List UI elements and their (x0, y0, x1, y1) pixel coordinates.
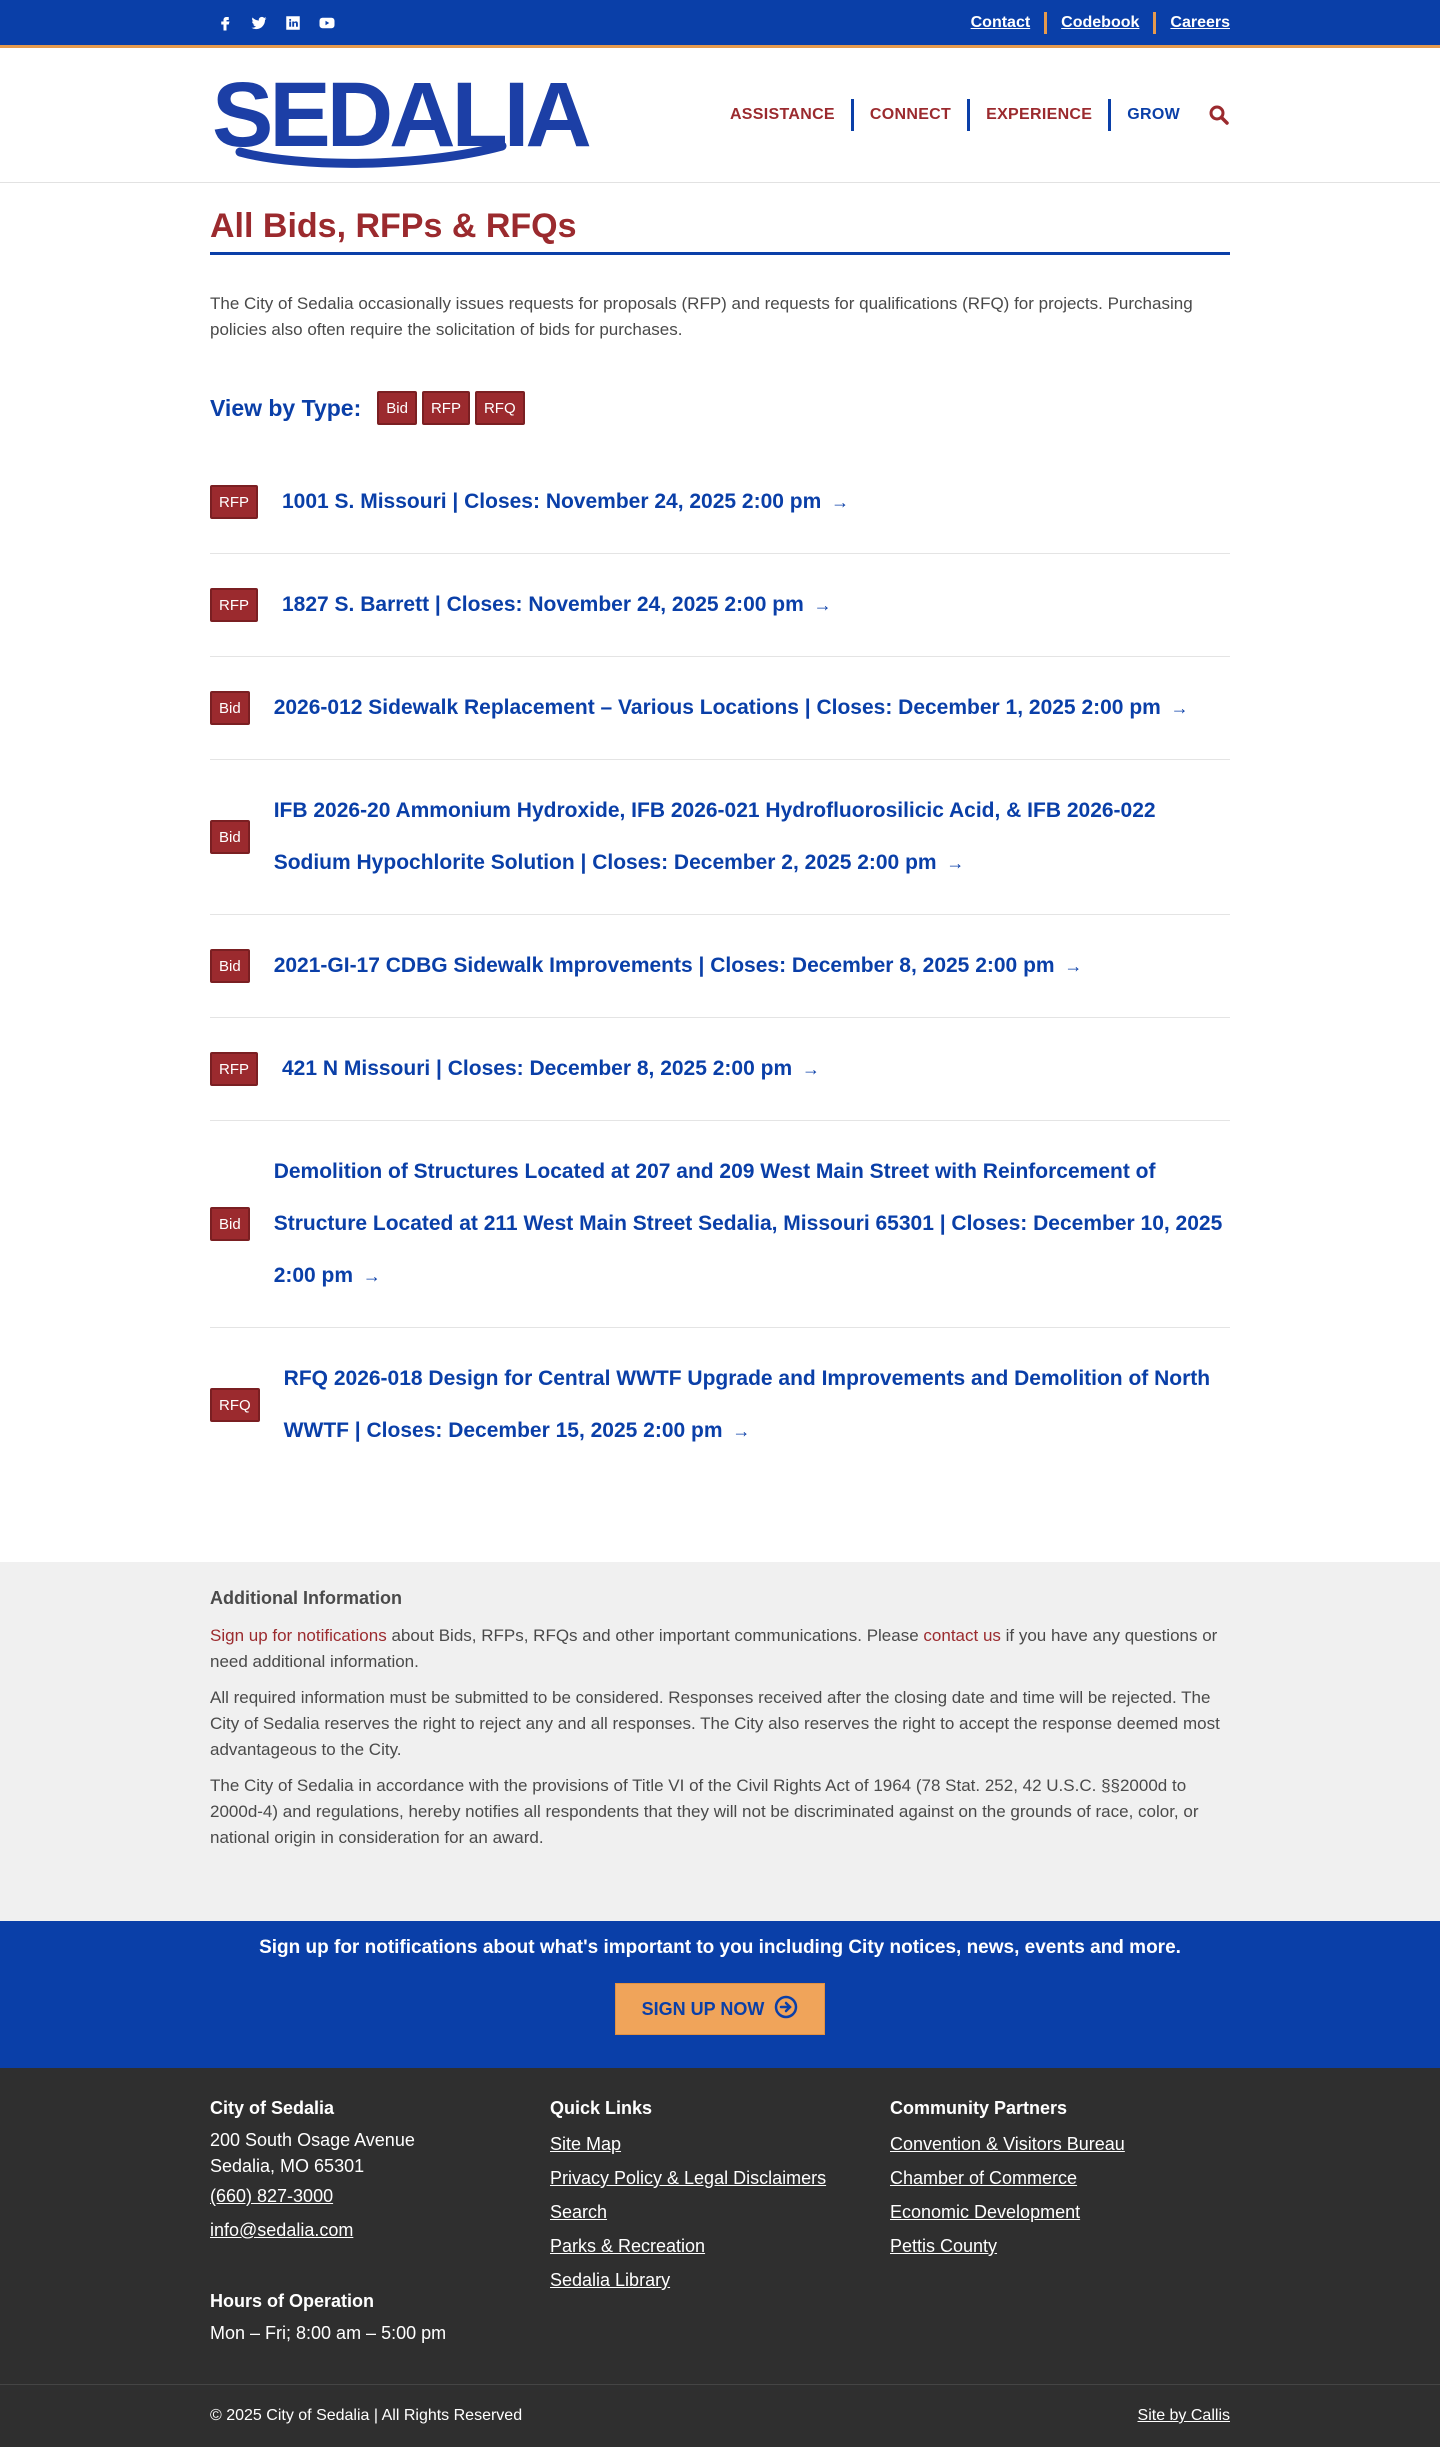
list-item (210, 554, 1230, 657)
filter-rfq[interactable]: RFQ (475, 391, 525, 425)
bid-link[interactable]: RFQ 2026-018 Design for Central WWTF Upgrade and Improvements and Demolition of North WWTF | Closes: December 15, 2025 2:00 pm → (283, 1367, 1211, 1442)
hours-heading: Hours of Operation (210, 2291, 375, 2311)
bid-link[interactable]: 2026-012 Sidewalk Replacement – Various Locations | Closes: December 1, 2025 2:00 pm → (273, 696, 1189, 719)
additional-info-p3: The City of Sedalia in accordance with the provisions of Title VI of the Civil Rights Act of 1964 (78 Stat. 252, 42 U.S.C. §§2000d to 2000d-4) and regulations, hereby notifies all respondents that they will not be discriminated against on the grounds of race, color, or national origin in consideration for an award. (210, 1776, 1199, 1847)
utility-links (971, 12, 1230, 34)
signup-notifications-link[interactable]: Sign up for notifications (210, 1626, 387, 1645)
bid-link[interactable]: IFB 2026-20 Ammonium Hydroxide, IFB 2026-021 Hydrofluorosilicic Acid, & IFB 2026-022 Sodium Hypochlorite Solution | Closes: December 2, 2025 2:00 pm → (273, 799, 1156, 874)
site-header (0, 48, 1440, 183)
top-bar (0, 0, 1440, 48)
search-icon[interactable] (1208, 104, 1230, 126)
type-badge[interactable]: Bid (210, 1207, 250, 1241)
main-content (210, 207, 1230, 1482)
nav-connect[interactable]: CONNECT (851, 99, 967, 131)
sedalia-logo[interactable] (210, 60, 588, 170)
nav-grow[interactable]: GROW (1108, 99, 1196, 131)
quick-link-search[interactable]: Search (550, 2202, 608, 2222)
bid-link[interactable]: 1001 S. Missouri | Closes: November 24, 2025 2:00 pm → (282, 490, 850, 513)
address-line-1: 200 South Osage Avenue (210, 2130, 415, 2150)
facebook-icon[interactable] (216, 14, 234, 32)
nav-assistance[interactable]: ASSISTANCE (729, 106, 835, 123)
main-nav (714, 99, 1230, 131)
signup-text: Sign up for notifications about what's important to you including City notices, news, events and more. (259, 1937, 1181, 1958)
address-line-2: Sedalia, MO 65301 (210, 2156, 365, 2176)
list-item (210, 760, 1230, 915)
type-badge[interactable]: RFP (210, 1052, 258, 1086)
page-title: All Bids, RFPs & RFQs (210, 207, 1230, 255)
partner-link-cvb[interactable]: Convention & Visitors Bureau (890, 2134, 1125, 2154)
site-footer (0, 2068, 1440, 2384)
partners-heading: Community Partners (890, 2098, 1068, 2118)
quick-link-library[interactable]: Sedalia Library (550, 2270, 671, 2290)
site-credit-link[interactable]: Site by Callis (1137, 2407, 1230, 2424)
social-links (210, 14, 336, 32)
footer-city-info (210, 2098, 550, 2346)
quick-link-site-map[interactable]: Site Map (550, 2134, 622, 2154)
type-badge[interactable]: Bid (210, 949, 250, 983)
footer-partners (890, 2098, 1230, 2346)
bid-link[interactable]: Demolition of Structures Located at 207 and 209 West Main Street with Reinforcement of Structure Located at 211 West Main Street Sedalia, Missouri 65301 | Closes: December 10, 2025 2:00 pm → (273, 1160, 1223, 1287)
type-badge[interactable]: Bid (210, 820, 250, 854)
email-link[interactable]: info@sedalia.com (210, 2220, 354, 2240)
arrow-right-icon: → (1170, 698, 1189, 718)
codebook-link[interactable]: Codebook (1044, 12, 1153, 34)
type-badge[interactable]: Bid (210, 691, 250, 725)
arrow-right-icon: → (1064, 956, 1083, 976)
hours-text: Mon – Fri; 8:00 am – 5:00 pm (210, 2323, 447, 2343)
partner-link-chamber[interactable]: Chamber of Commerce (890, 2168, 1078, 2188)
contact-us-link[interactable]: contact us (923, 1626, 1001, 1645)
list-item (210, 1328, 1230, 1482)
footer-city-heading: City of Sedalia (210, 2098, 335, 2118)
phone-link[interactable]: (660) 827-3000 (210, 2186, 334, 2206)
view-by-type (210, 391, 1230, 425)
type-badge[interactable]: RFP (210, 485, 258, 519)
arrow-right-icon: → (801, 1059, 820, 1079)
nav-experience[interactable]: EXPERIENCE (967, 99, 1108, 131)
list-item (210, 915, 1230, 1018)
sign-up-now-button[interactable]: SIGN UP NOW (615, 1983, 826, 2035)
arrow-right-icon: → (946, 853, 965, 873)
quick-link-parks[interactable]: Parks & Recreation (550, 2236, 706, 2256)
type-badge[interactable]: RFQ (210, 1388, 260, 1422)
copyright-text: © 2025 City of Sedalia | All Rights Reserved (210, 2407, 523, 2424)
view-by-type-label: View by Type: (210, 394, 362, 421)
additional-info-heading: Additional Information (210, 1588, 402, 1608)
careers-link[interactable]: Careers (1153, 12, 1230, 34)
list-item (210, 451, 1230, 554)
type-badge[interactable]: RFP (210, 588, 258, 622)
quick-link-privacy[interactable]: Privacy Policy & Legal Disclaimers (550, 2168, 827, 2188)
partner-link-pettis[interactable]: Pettis County (890, 2236, 998, 2256)
bid-link[interactable]: 421 N Missouri | Closes: December 8, 2025 2:00 pm → (282, 1057, 820, 1080)
copyright-bar (0, 2384, 1440, 2447)
filter-rfp[interactable]: RFP (422, 391, 470, 425)
twitter-icon[interactable] (250, 14, 268, 32)
additional-info (0, 1562, 1440, 1921)
signup-banner (0, 1921, 1440, 2068)
filter-bid[interactable]: Bid (377, 391, 417, 425)
partner-link-econ-dev[interactable]: Economic Development (890, 2202, 1081, 2222)
list-item (210, 1121, 1230, 1328)
arrow-right-icon: → (362, 1266, 381, 1286)
circle-arrow-icon (774, 1995, 798, 2024)
arrow-right-icon: → (732, 1421, 751, 1441)
footer-quick-links (550, 2098, 890, 2346)
arrow-right-icon: → (813, 595, 832, 615)
list-item (210, 657, 1230, 760)
youtube-icon[interactable] (318, 14, 336, 32)
linkedin-icon[interactable] (284, 14, 302, 32)
bid-list (210, 451, 1230, 1482)
list-item (210, 1018, 1230, 1121)
arrow-right-icon: → (831, 492, 850, 512)
bid-link[interactable]: 1827 S. Barrett | Closes: November 24, 2025 2:00 pm → (282, 593, 832, 616)
contact-link[interactable]: Contact (970, 13, 1031, 31)
quick-links-heading: Quick Links (550, 2098, 653, 2118)
logo-text: SEDALIA (212, 64, 588, 166)
additional-info-p2: All required information must be submitted to be considered. Responses received after the closing date and time will be rejected. The City of Sedalia reserves the right to reject any and all responses. The City also reserves the right to accept the response deemed most advantageous to the City. (210, 1688, 1220, 1759)
additional-info-p1: Sign up for notifications about Bids, RFPs, RFQs and other important communications. Please contact us if you have any questions or need additional information. (210, 1626, 1218, 1671)
intro-text: The City of Sedalia occasionally issues requests for proposals (RFP) and requests for qualifications (RFQ) for projects. Purchasing policies also often require the solicitation of bids for purchases. (210, 294, 1193, 339)
bid-link[interactable]: 2021-GI-17 CDBG Sidewalk Improvements | Closes: December 8, 2025 2:00 pm → (273, 954, 1083, 977)
